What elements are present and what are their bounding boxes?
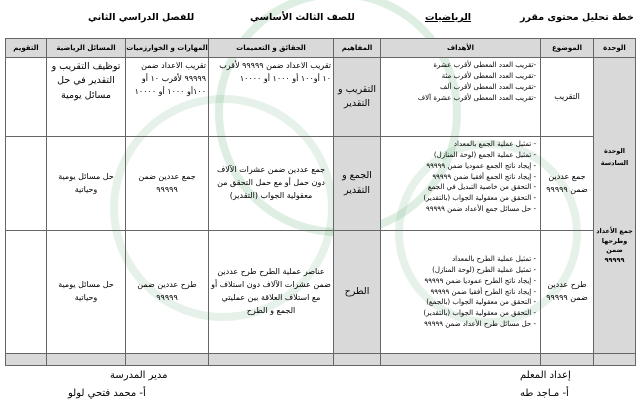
topic-cell: جمع عددين ضمن ٩٩٩٩٩	[541, 137, 594, 231]
evaluation-cell	[6, 231, 47, 354]
objective-item: - تمثيل عملية الجمع (لوحة المنازل)	[433, 150, 536, 159]
evaluation-cell	[6, 58, 47, 137]
objectives-cell	[381, 231, 541, 354]
objective-item: -تقريب العدد المعطى لأقرب ألف	[439, 82, 536, 91]
objective-item: - إيجاد ناتج الجمع عموديا ضمن ٩٩٩٩٩	[426, 161, 536, 170]
skills-cell: جمع عددين ضمن ٩٩٩٩٩	[126, 137, 209, 231]
content-analysis-table	[5, 38, 636, 366]
col-topic: الموضوع	[541, 39, 594, 58]
col-objectives: الأهداف	[381, 39, 541, 58]
principal-name: أ- محمد فتحي لولو	[68, 388, 146, 399]
col-evaluation: التقويم	[6, 39, 47, 58]
term-label: للفصل الدراسي الثاني	[88, 12, 195, 23]
table-row	[6, 231, 636, 354]
topic-cell: طرح عددين ضمن ٩٩٩٩٩	[541, 231, 594, 354]
objective-item: - حل مسائل طرح الأعداد ضمن ٩٩٩٩٩	[424, 320, 536, 329]
plan-title: خطة تحليل محتوى مقرر	[520, 12, 634, 23]
objective-item: - إيجاد ناتج الطرح أفقيا ضمن ٩٩٩٩٩	[430, 287, 536, 296]
teacher-title: إعداد المعلم	[520, 370, 571, 381]
subject-label: الرياضيات	[425, 12, 472, 23]
objective-item: - التحقق من خاصية التبديل في الجمع	[427, 183, 536, 192]
objective-item: -تقريب العدد المعطى لأقرب مئة	[441, 71, 536, 80]
table-row	[6, 58, 636, 137]
table-row	[6, 137, 636, 231]
objective-item: -تقريب العدد المعطى لأقرب عشرة	[433, 61, 536, 69]
objective-item: - التحقق من معقولية الجواب (بالجمع)	[426, 298, 536, 307]
objective-item: - التحقق من معقولية الجواب (بالتقدير)	[423, 309, 536, 318]
objective-item: -تقريب العدد المعطى لأقرب عشرة آلاف	[417, 93, 536, 102]
skills-cell: تقريب الاعداد ضمن ٩٩٩٩٩ لأقرب ١٠ أو ١٠٠أو ١٠٠٠ أو ١٠٠٠٠	[126, 58, 209, 137]
facts-cell: عناصر عملية الطرح طرح عددين ضمن عشرات الآلاف دون استلاف أو مع استلاف العلاقة بين عمليتي الجمع و الطرح	[209, 231, 334, 354]
objective-item: - حل مسائل جمع الأعداد ضمن ٩٩٩٩٩	[426, 205, 536, 214]
facts-cell: تقريب الاعداد ضمن ٩٩٩٩٩ لأقرب ١٠ أو١٠٠ أو ١٠٠٠ أو ١٠٠٠٠	[209, 58, 334, 137]
header-row	[6, 39, 636, 58]
principal-title: مدير المدرسة	[110, 370, 168, 381]
col-unit: الوحدة	[594, 39, 636, 58]
objective-item: - التحقق من معقولية الجواب (بالتقدير)	[423, 194, 536, 203]
problems-cell: توظيف التقريب و التقدير في حل مسائل يومية	[47, 58, 126, 137]
empty-footer-row	[6, 354, 636, 366]
col-concepts: المفاهيم	[334, 39, 381, 58]
grade-label: للصف الثالث الأساسي	[250, 12, 355, 23]
unit-label: الوحدة	[603, 146, 626, 155]
unit-number: ٩٩٩٩٩	[604, 256, 625, 265]
unit-cell	[594, 58, 636, 354]
objective-item: - تمثيل عملية الطرح بالمعداد	[452, 255, 536, 264]
objective-item: - تمثيل عملية الجمع بالمعداد	[453, 140, 536, 148]
col-skills: المهارات و الخوارزميات	[126, 39, 209, 58]
objectives-cell	[381, 58, 541, 137]
concepts-cell: الجمع و التقدير	[334, 137, 381, 231]
objectives-cell	[381, 137, 541, 231]
evaluation-cell	[6, 137, 47, 231]
col-problems: المسائل الرياضية	[47, 39, 126, 58]
unit-name: السادسة	[600, 158, 629, 167]
problems-cell: حل مسائل يومية وحياتية	[47, 231, 126, 354]
topic-cell: التقريب	[541, 58, 594, 137]
col-facts: الحقائق و التعميمات	[209, 39, 334, 58]
unit-subtitle: جمع الأعداد وطرحها ضمن	[596, 226, 633, 255]
skills-cell: طرح عددين ضمن ٩٩٩٩٩	[126, 231, 209, 354]
teacher-name: أ- مـاجد طه	[520, 388, 569, 399]
problems-cell: حل مسائل يومية وحياتية	[47, 137, 126, 231]
facts-cell: جمع عددين ضمن عشرات الآلاف دون حمل أو مع حمل التحقق من معقولية الجواب (التقدير)	[209, 137, 334, 231]
objective-item: - تمثيل عملية الطرح (لوحة المنازل)	[432, 265, 536, 274]
concepts-cell: التقريب و التقدير	[334, 58, 381, 137]
objective-item: - إيجاد ناتج الجمع أفقيا ضمن ٩٩٩٩٩	[432, 172, 536, 181]
concepts-cell: الطرح	[334, 231, 381, 354]
objective-item: - إيجاد ناتج الطرح عموديا ضمن ٩٩٩٩٩	[424, 276, 536, 285]
